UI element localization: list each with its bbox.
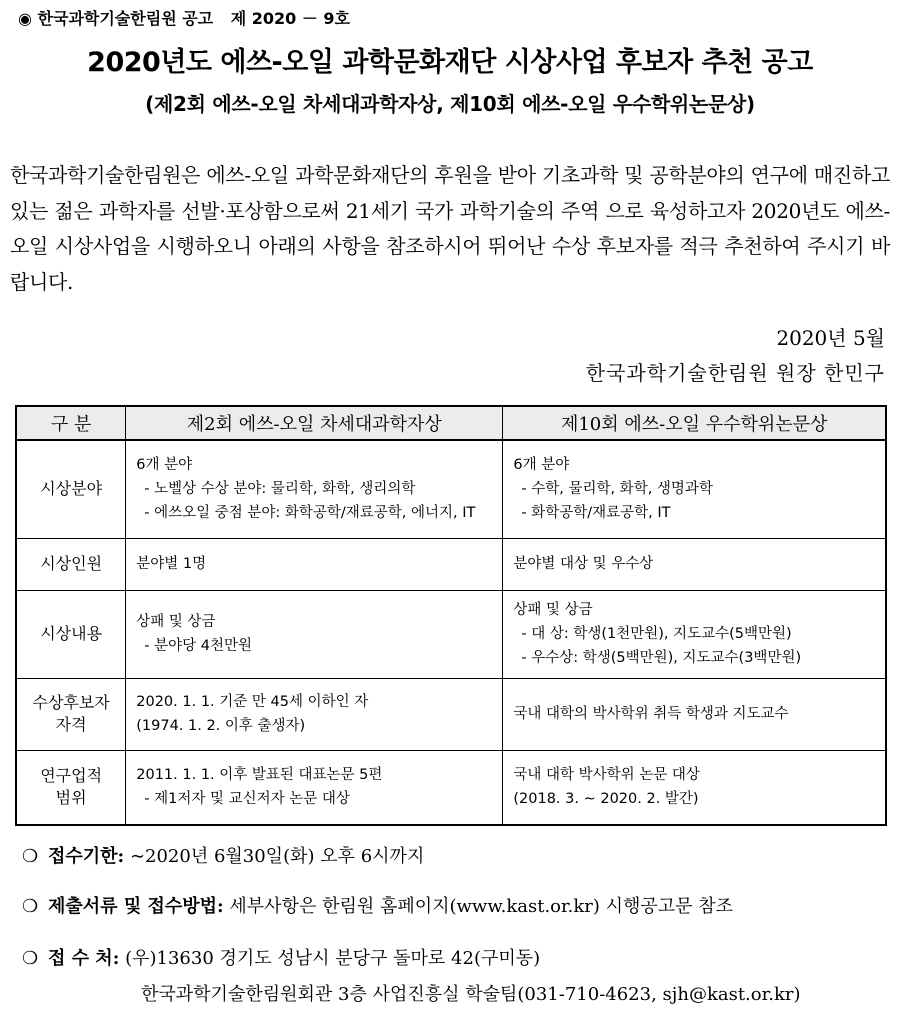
row-label-line: 범위: [55, 788, 87, 808]
table-row: [16, 678, 886, 750]
table-header-award1: 제2회 에쓰-오일 차세대과학자상: [126, 406, 503, 440]
page-title: 2020년도 에쓰-오일 과학문화재단 시상사업 후보자 추천 공고: [87, 47, 813, 78]
cell-line: 국내 대학 박사학위 논문 대상: [513, 767, 700, 784]
notice-mark-icon: ◉: [18, 9, 32, 28]
cell-line: 분야별 대상 및 우수상: [513, 556, 654, 572]
award2-cell: [503, 440, 886, 538]
signatory: 한국과학기술한림원 원장 한민구: [585, 361, 885, 385]
notice-number-line: [18, 6, 350, 29]
documents-item: [22, 892, 733, 918]
row-label: 시상인원: [16, 538, 126, 590]
intro-line: 연구에 매진하고 있는 젊은 과학자를 선발·포상함으로써 21세기 국가 과학기술의 주역: [10, 163, 890, 223]
intro-line: 으로 육성하고자 2020년도 에쓰-오일 시상사업을 시행하오니 아래의 사항을 참조하시어: [10, 198, 890, 258]
cell-line: 상패 및 상금: [513, 602, 593, 618]
cell-line: - 분야당 4천만원: [144, 638, 252, 654]
cell-line: - 우수상: 학생(5백만원), 지도교수(3백만원): [521, 650, 802, 666]
cell-line: - 제1저자 및 교신저자 논문 대상: [144, 791, 350, 808]
table-row: [16, 590, 886, 678]
notice-org: 한국과학기술한림원 공고: [37, 9, 214, 28]
page-subtitle: (제2회 에쓰-오일 차세대과학자상, 제10회 에쓰-오일 우수학위논문상): [145, 92, 755, 116]
row-label-line: 자격: [55, 715, 87, 734]
circle-bullet-icon: ❍: [22, 896, 39, 917]
notice-number: 제 2020 － 9호: [230, 9, 351, 28]
cell-line: 2020. 1. 1. 기준 만 45세 이하인 자: [136, 694, 369, 710]
table-header-award2: 제10회 에쓰-오일 우수학위논문상: [503, 406, 886, 440]
row-label-line: 수상후보자: [32, 693, 110, 712]
cell-line: 6개 분야: [513, 457, 570, 474]
table-row: [16, 538, 886, 590]
row-label: 시상내용: [16, 590, 126, 678]
cell-line: 6개 분야: [136, 457, 193, 474]
bullet-text: 세부사항은 한림원 홈페이지(www.kast.or.kr) 시행공고문 참조: [229, 896, 734, 917]
cell-line: - 화학공학/재료공학, IT: [521, 505, 671, 522]
row-label: 시상분야: [16, 440, 126, 538]
award2-cell: [503, 678, 886, 750]
award1-cell: [126, 678, 503, 750]
cell-line: - 수학, 물리학, 화학, 생명과학: [521, 481, 713, 498]
award2-cell: [503, 538, 886, 590]
notice-date: 2020년 5월: [776, 326, 885, 350]
intro-line: 뛰어난 수상 후보자를 적극 추천하여 주시기 바랍니다.: [10, 234, 890, 294]
cell-line: - 노벨상 수상 분야: 물리학, 화학, 생리의학: [144, 481, 416, 498]
cell-line: 분야별 1명: [136, 556, 207, 572]
circle-bullet-icon: ❍: [22, 846, 39, 867]
cell-line: 국내 대학의 박사학위 취득 학생과 지도교수: [513, 706, 789, 722]
row-label: [16, 750, 126, 825]
bullet-label: 접수기한:: [48, 846, 125, 867]
table-header-row: [16, 406, 886, 440]
intro-line: 한국과학기술한림원은 에쓰-오일 과학문화재단의 후원을 받아 기초과학 및 공학분야의: [10, 163, 745, 187]
address-continuation: 한국과학기술한림원회관 3층 사업진흥실 학술팀(031-710-4623, sjh@kast.or.kr): [141, 984, 801, 1005]
table-row: [16, 750, 886, 825]
intro-paragraph: [10, 158, 890, 300]
circle-bullet-icon: ❍: [22, 948, 39, 969]
award2-cell: [503, 750, 886, 825]
table-row: [16, 440, 886, 538]
cell-line: - 대 상: 학생(1천만원), 지도교수(5백만원): [521, 626, 792, 642]
bullet-label: 제출서류 및 접수방법:: [48, 896, 224, 917]
cell-line: 상패 및 상금: [136, 614, 216, 630]
address-item: [22, 944, 540, 970]
bullet-text: ∼2020년 6월30일(화) 오후 6시까지: [129, 846, 425, 867]
award2-cell: [503, 590, 886, 678]
deadline-item: [22, 842, 424, 868]
row-label-line: 연구업적: [40, 766, 103, 786]
table-header-category: 구 분: [16, 406, 126, 440]
cell-line: 2011. 1. 1. 이후 발표된 대표논문 5편: [136, 767, 383, 784]
award1-cell: [126, 750, 503, 825]
bullet-label: 접 수 처:: [48, 948, 120, 969]
cell-line: (2018. 3. ∼ 2020. 2. 발간): [513, 791, 699, 808]
cell-line: - 에쓰오일 중점 분야: 화학공학/재료공학, 에너지, IT: [144, 505, 476, 522]
award1-cell: [126, 538, 503, 590]
row-label: [16, 678, 126, 750]
award-table: [15, 405, 887, 826]
cell-line: (1974. 1. 2. 이후 출생자): [136, 718, 306, 734]
award1-cell: [126, 440, 503, 538]
award1-cell: [126, 590, 503, 678]
bullet-text: (우)13630 경기도 성남시 분당구 돌마로 42(구미동): [125, 948, 541, 969]
